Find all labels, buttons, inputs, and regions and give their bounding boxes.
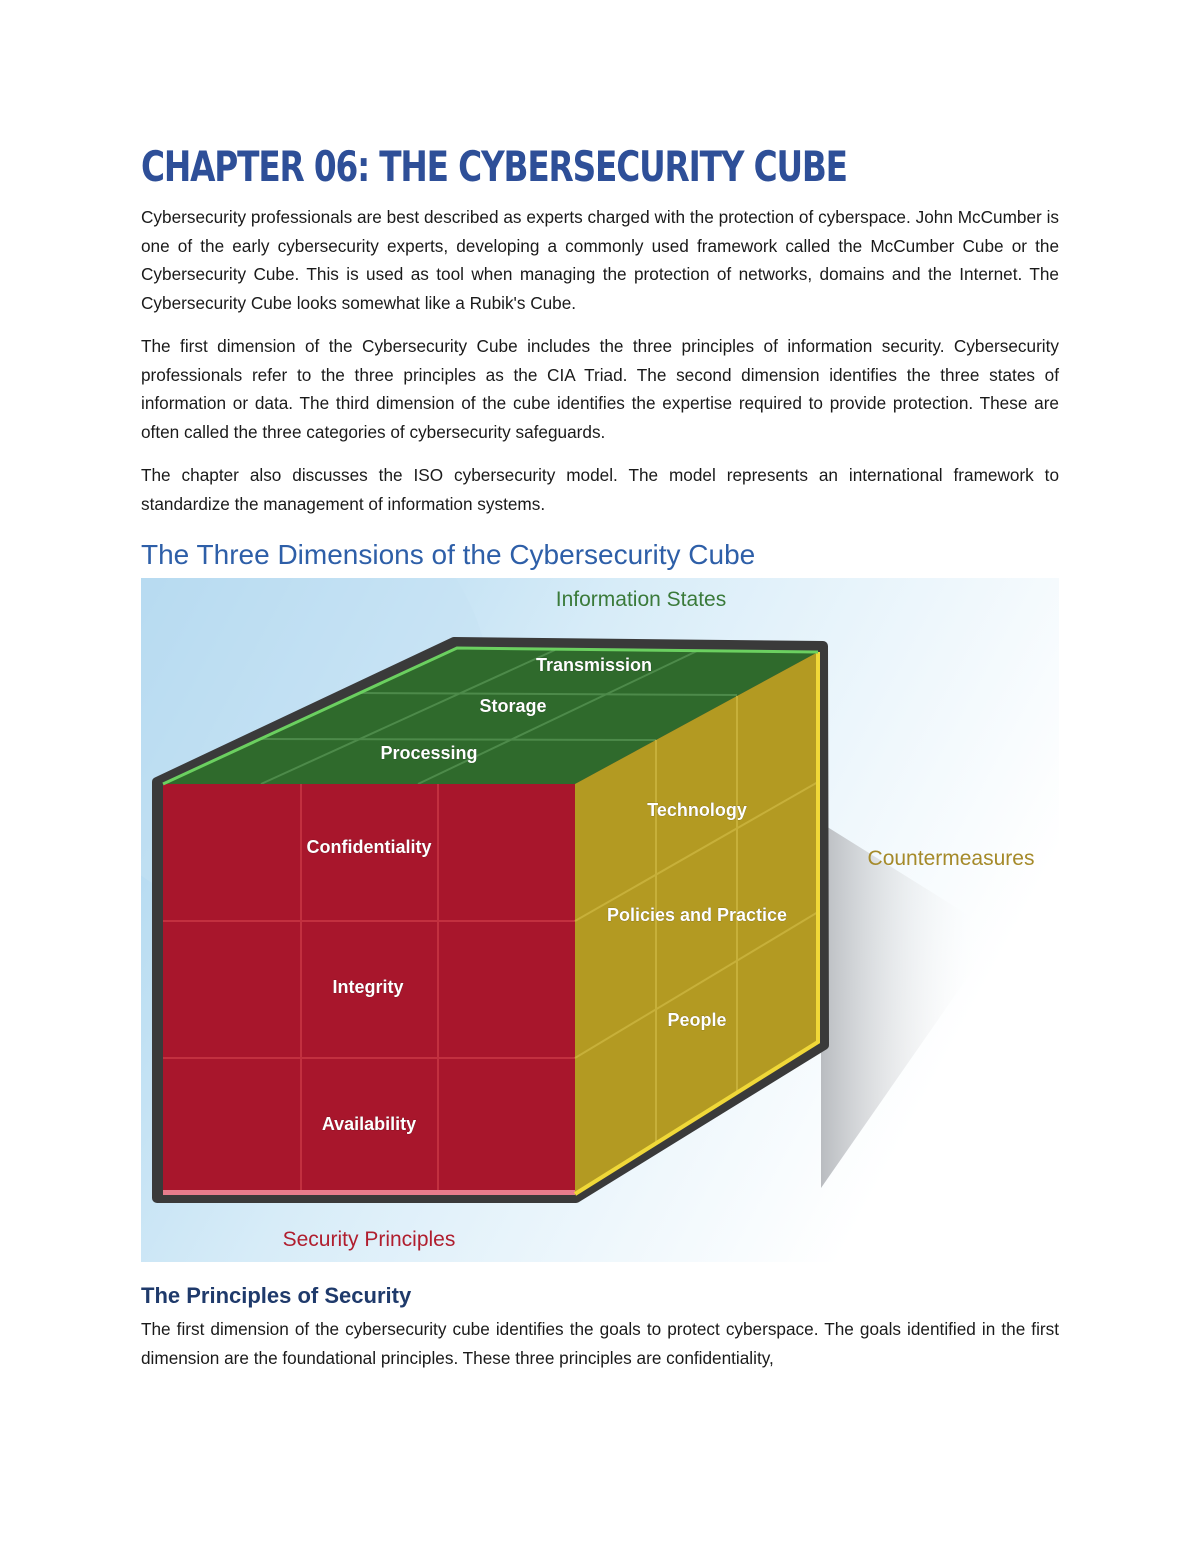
top-label-storage: Storage xyxy=(479,696,547,716)
dimensions-heading: The Three Dimensions of the Cybersecurity Cube xyxy=(141,539,756,570)
top-label-processing: Processing xyxy=(380,743,478,763)
front-label-integrity: Integrity xyxy=(332,977,404,997)
axis-label-security-principles: Security Principles xyxy=(282,1228,456,1251)
principles-heading: The Principles of Security xyxy=(141,1283,412,1308)
cube-diagram xyxy=(141,578,1059,1262)
top-label-transmission: Transmission xyxy=(535,655,653,675)
side-label-policies: Policies and Practice xyxy=(606,905,788,925)
intro-paragraph-3: The chapter also discusses the ISO cybersecurity model. The model represents an international framework to standardize the management of information systems. xyxy=(141,465,1059,514)
principles-paragraph-1: The first dimension of the cybersecurity cube identifies the goals to protect cyberspace. The goals identified in the first dimension are the foundational principles. These three principles are confidentiality, xyxy=(141,1319,1059,1368)
front-label-availability: Availability xyxy=(321,1114,417,1134)
intro-paragraph-2: The first dimension of the Cybersecurity Cube includes the three principles of information security. Cybersecurity professionals refer to the three principles as the CIA Triad. The second dimension identifies the three states of information or data. The third dimension of the cube identifies the expertise required to provide protection. These are often called the three categories of cybersecurity safeguards. xyxy=(141,336,1059,442)
cybersecurity-cube-figure xyxy=(141,578,1059,1262)
axis-label-information-states: Information States xyxy=(555,588,727,611)
front-face-edge-highlight xyxy=(163,1190,575,1195)
side-label-people: People xyxy=(667,1010,727,1030)
front-label-confidentiality: Confidentiality xyxy=(306,837,432,857)
side-label-technology: Technology xyxy=(647,800,747,820)
chapter-title: CHAPTER 06: THE CYBERSECURITY CUBE xyxy=(141,142,847,191)
axis-label-countermeasures: Countermeasures xyxy=(867,847,1035,870)
intro-paragraph-1: Cybersecurity professionals are best described as experts charged with the protection of cyberspace. John McCumber is one of the early cybersecurity experts, developing a commonly used framework called the McCumber Cube or the Cybersecurity Cube. This is used as tool when managing the protection of networks, domains and the Internet. The Cybersecurity Cube looks somewhat like a Rubik's Cube. xyxy=(141,207,1059,313)
